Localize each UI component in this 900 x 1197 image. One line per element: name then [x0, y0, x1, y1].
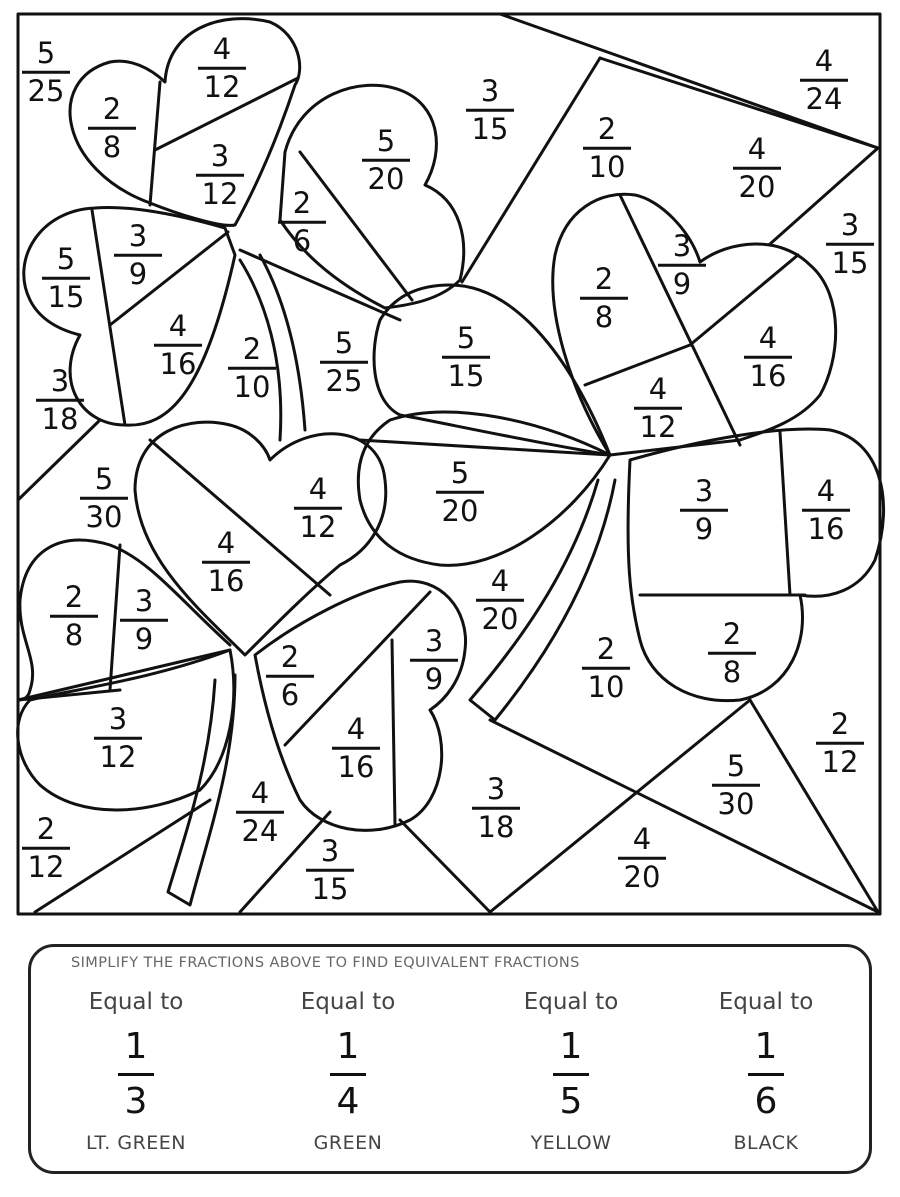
fraction[interactable]: 3 15 — [300, 837, 360, 904]
fraction[interactable]: 3 18 — [30, 367, 90, 434]
fraction[interactable]: 2 12 — [16, 815, 76, 882]
fraction[interactable]: 3 9 — [108, 222, 168, 289]
fraction[interactable]: 4 20 — [470, 567, 530, 634]
fraction[interactable]: 4 16 — [796, 477, 856, 544]
fraction[interactable]: 5 30 — [74, 465, 134, 532]
fraction[interactable]: 3 18 — [466, 775, 526, 842]
legend-color-label: YELLOW — [530, 1132, 612, 1154]
fraction[interactable]: 4 24 — [230, 779, 290, 846]
fraction[interactable]: 3 15 — [820, 211, 880, 278]
fraction[interactable]: 4 12 — [192, 35, 252, 102]
fraction[interactable]: 2 10 — [577, 115, 637, 182]
legend-item-one-fifth: Equal to 1 5 YELLOW — [486, 989, 656, 1154]
fraction[interactable]: 2 8 — [702, 620, 762, 687]
fraction[interactable]: 2 8 — [44, 583, 104, 650]
legend-item-one-fourth: Equal to 1 4 GREEN — [263, 989, 433, 1154]
fraction[interactable]: 3 15 — [460, 77, 520, 144]
legend-color-label: BLACK — [733, 1132, 799, 1154]
legend-item-one-sixth: Equal to 1 6 BLACK — [681, 989, 851, 1154]
fraction[interactable]: 3 9 — [674, 477, 734, 544]
fraction[interactable]: 4 16 — [196, 529, 256, 596]
fraction[interactable]: 3 9 — [114, 587, 174, 654]
fraction[interactable]: 3 12 — [190, 142, 250, 209]
fraction[interactable]: 4 20 — [727, 135, 787, 202]
fraction[interactable]: 4 16 — [738, 324, 798, 391]
fraction[interactable]: 5 15 — [36, 245, 96, 312]
fraction[interactable]: 4 24 — [794, 47, 854, 114]
legend-color-label: GREEN — [313, 1132, 383, 1154]
fraction[interactable]: 3 9 — [404, 627, 464, 694]
fraction[interactable]: 4 16 — [148, 312, 208, 379]
fraction[interactable]: 5 20 — [430, 459, 490, 526]
fraction[interactable]: 2 8 — [82, 95, 142, 162]
fraction[interactable]: 4 12 — [628, 375, 688, 442]
fraction[interactable]: 5 15 — [436, 324, 496, 391]
fraction[interactable]: 5 30 — [706, 752, 766, 819]
fraction[interactable]: 4 12 — [288, 475, 348, 542]
fraction[interactable]: 5 20 — [356, 127, 416, 194]
fraction[interactable]: 2 10 — [222, 335, 282, 402]
fraction[interactable]: 2 6 — [272, 189, 332, 256]
fraction[interactable]: 2 10 — [576, 635, 636, 702]
legend-item-one-third: Equal to 1 3 LT. GREEN — [51, 989, 221, 1154]
fraction[interactable]: 5 25 — [314, 329, 374, 396]
fraction[interactable]: 4 16 — [326, 715, 386, 782]
fraction[interactable]: 3 9 — [652, 232, 712, 299]
color-key-legend — [28, 944, 872, 1174]
legend-instructions: SIMPLIFY THE FRACTIONS ABOVE TO FIND EQUIVALENT FRACTIONS — [71, 955, 580, 971]
fraction[interactable]: 5 25 — [16, 39, 76, 106]
fraction[interactable]: 2 12 — [810, 710, 870, 777]
legend-color-label: LT. GREEN — [85, 1132, 187, 1154]
fraction[interactable]: 4 20 — [612, 825, 672, 892]
fraction[interactable]: 2 8 — [574, 265, 634, 332]
fraction[interactable]: 3 12 — [88, 705, 148, 772]
fraction[interactable]: 2 6 — [260, 643, 320, 710]
